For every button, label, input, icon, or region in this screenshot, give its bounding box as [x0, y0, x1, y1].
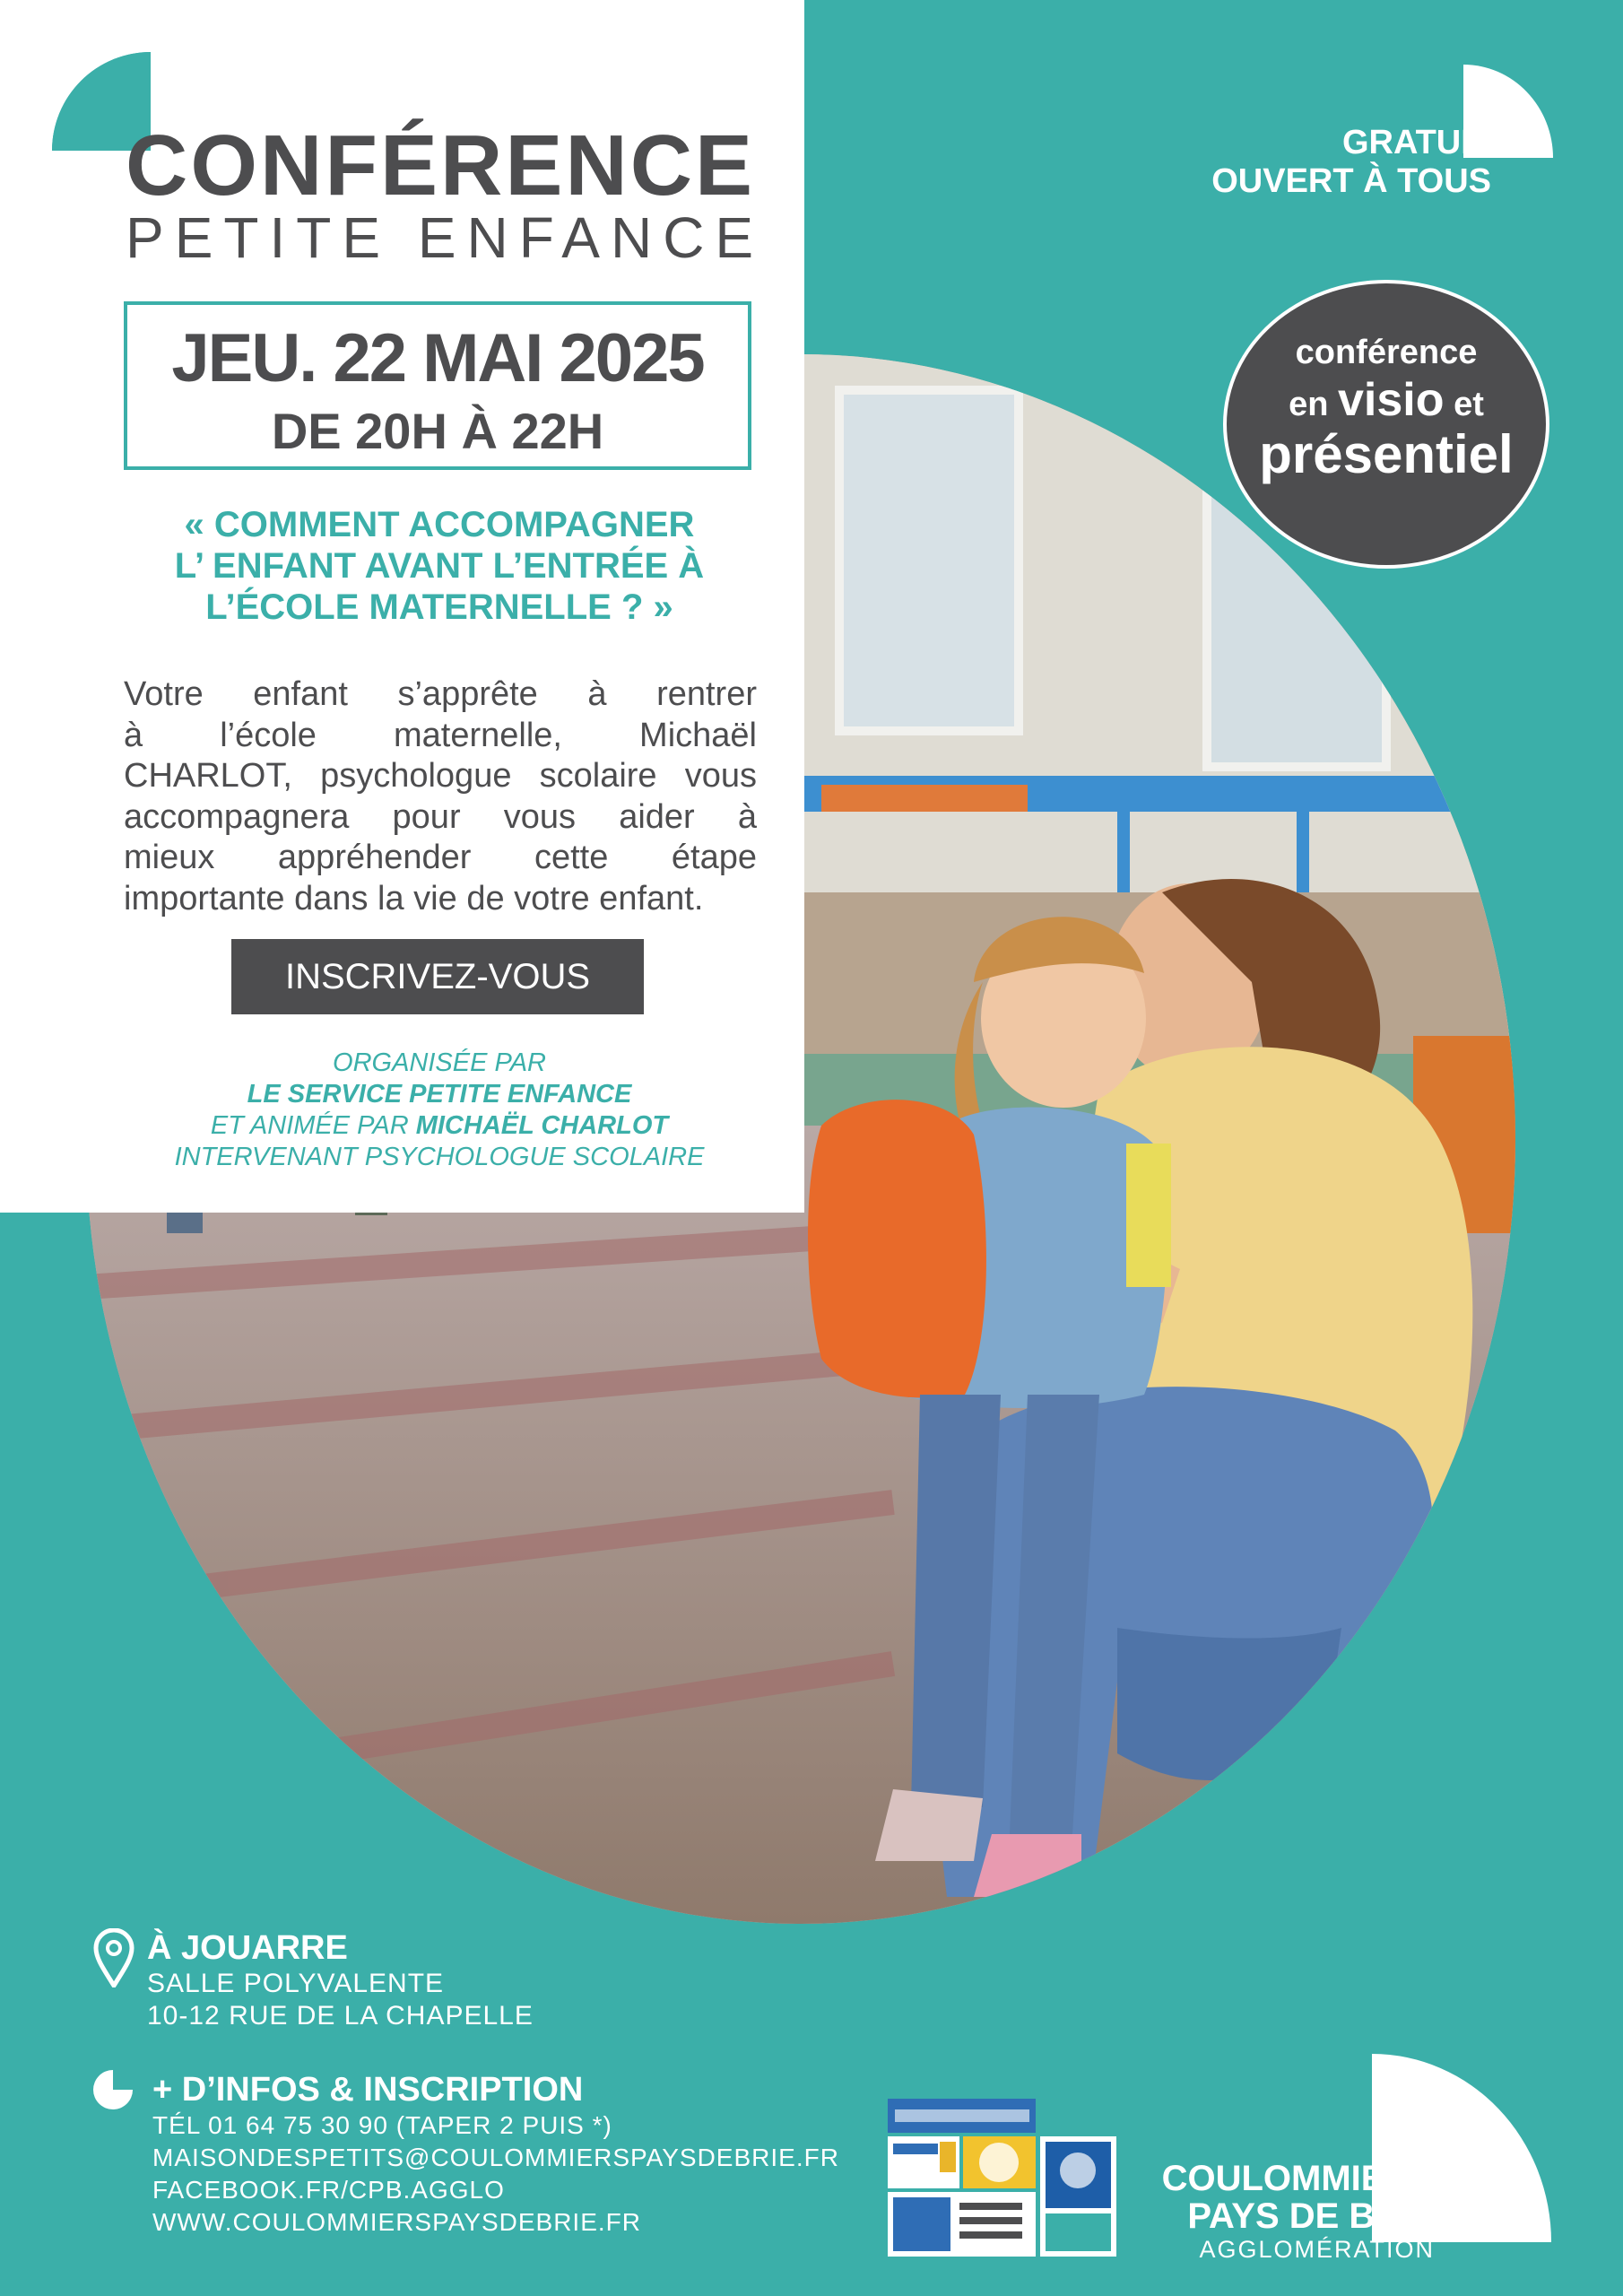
question-line: « COMMENT ACCOMPAGNER	[184, 505, 695, 544]
format-badge	[1223, 280, 1549, 569]
location-info	[147, 1928, 534, 2032]
contact-facebook[interactable]: FACEBOOK.FR/CPB.AGGLO	[152, 2176, 505, 2204]
organizer-speaker: MICHAËL CHARLOT	[415, 1111, 669, 1140]
description-line: à l’école maternelle, Michaël	[124, 716, 757, 754]
badge-text: visio	[1338, 374, 1445, 426]
conference-subtitle: PETITE ENFANCE	[126, 205, 765, 270]
description-line: mieux appréhender cette étape	[124, 839, 757, 876]
contact-info	[152, 2070, 839, 2239]
location-venue: SALLE POLYVALENTE	[147, 1969, 445, 1998]
brand-line: COULOMMIERS	[1161, 2159, 1435, 2198]
event-date: JEU. 22 MAI 2025	[171, 320, 704, 396]
register-button[interactable]: INSCRIVEZ-VOUS	[231, 939, 644, 1014]
brand-line: PAYS DE BRIE	[1187, 2196, 1435, 2236]
description-line: Votre enfant s’apprête à rentrer	[124, 675, 757, 713]
event-hours: DE 20H À 22H	[271, 403, 604, 459]
organizer-service: LE SERVICE PETITE ENFANCE	[247, 1080, 632, 1109]
contact-email[interactable]: MAISONDESPETITS@COULOMMIERSPAYSDEBRIE.FR	[152, 2144, 839, 2171]
organizer-prefix: ET ANIMÉE PAR	[210, 1111, 416, 1140]
contact-phone: TÉL 01 64 75 30 90 (TAPER 2 PUIS *)	[152, 2111, 612, 2139]
badge-line	[1227, 373, 1546, 427]
location-pin-icon	[93, 1928, 135, 1987]
pacman-icon	[93, 2070, 133, 2109]
question-line: L’ÉCOLE MATERNELLE ? »	[205, 587, 673, 627]
access-info	[1058, 124, 1491, 201]
conference-question	[108, 504, 771, 628]
organizer-info	[108, 1048, 771, 1173]
free-label: GRATUIT	[1341, 124, 1491, 161]
contact-heading: + D’INFOS & INSCRIPTION	[152, 2071, 584, 2109]
conference-title: CONFÉRENCE	[126, 117, 756, 213]
location-address: 10-12 RUE DE LA CHAPELLE	[147, 2001, 534, 2031]
description-line: importante dans la vie de votre enfant.	[124, 879, 704, 918]
badge-line: présentiel	[1259, 424, 1514, 484]
description-line: CHARLOT, psychologue scolaire vous	[124, 757, 757, 795]
open-label: OUVERT À TOUS	[1211, 162, 1491, 200]
organizer-line: INTERVENANT PSYCHOLOGUE SCOLAIRE	[174, 1143, 705, 1171]
question-line: L’ ENFANT AVANT L’ENTRÉE À	[174, 546, 705, 586]
description-line: accompagnera pour vous aider à	[124, 797, 757, 836]
brand-logo	[1103, 2160, 1435, 2264]
organizer-line: ORGANISÉE PAR	[333, 1048, 546, 1077]
badge-text: en	[1289, 386, 1339, 423]
contact-website[interactable]: WWW.COULOMMIERSPAYSDEBRIE.FR	[152, 2208, 641, 2236]
description	[124, 674, 757, 919]
location-city: À JOUARRE	[147, 1929, 348, 1967]
badge-text: et	[1444, 386, 1484, 423]
date-box	[124, 301, 751, 470]
partner-logos	[888, 2099, 1116, 2258]
badge-line: conférence	[1295, 334, 1478, 371]
brand-line: AGGLOMÉRATION	[1199, 2236, 1435, 2263]
